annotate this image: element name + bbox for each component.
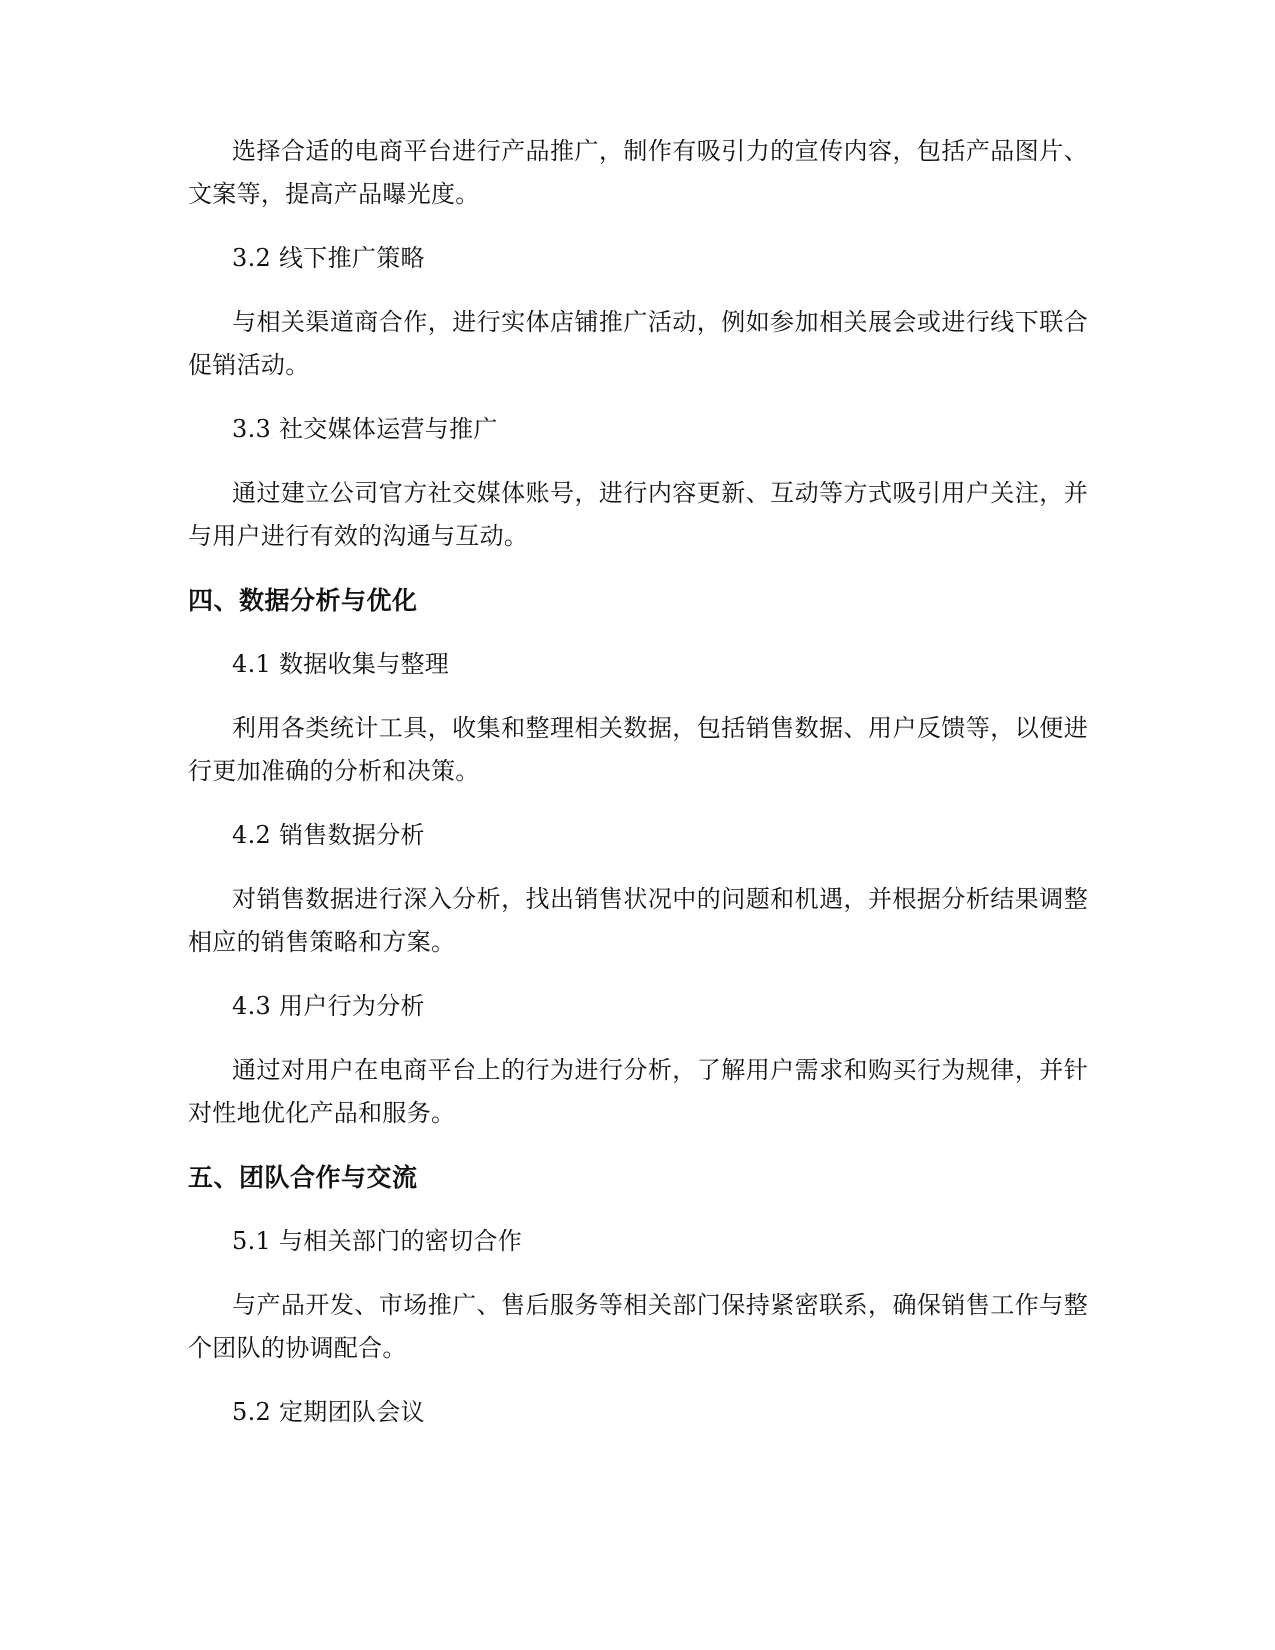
section-heading: 五、团队合作与交流	[188, 1163, 418, 1192]
subsection-title: 3.2 线下推广策略	[232, 244, 425, 272]
section-heading: 四、数据分析与优化	[188, 586, 418, 615]
subsection-title: 5.2 定期团队会议	[232, 1398, 425, 1426]
subsection-title: 5.1 与相关部门的密切合作	[232, 1227, 522, 1255]
paragraph: 利用各类统计工具，收集和整理相关数据，包括销售数据、用户反馈等，以便进行更加准确的分析和决策。	[188, 714, 1088, 785]
paragraph: 对销售数据进行深入分析，找出销售状况中的问题和机遇，并根据分析结果调整相应的销售策略和方案。	[188, 885, 1088, 956]
paragraph: 与相关渠道商合作，进行实体店铺推广活动，例如参加相关展会或进行线下联合促销活动。	[188, 308, 1088, 379]
subsection-title: 4.3 用户行为分析	[232, 992, 425, 1020]
subsection-title: 3.3 社交媒体运营与推广	[232, 415, 498, 443]
paragraph: 与产品开发、市场推广、售后服务等相关部门保持紧密联系，确保销售工作与整个团队的协调配合。	[188, 1291, 1088, 1362]
subsection-title: 4.1 数据收集与整理	[232, 650, 450, 678]
paragraph: 通过对用户在电商平台上的行为进行分析，了解用户需求和购买行为规律，并针对性地优化产品和服务。	[188, 1056, 1088, 1127]
paragraph: 通过建立公司官方社交媒体账号，进行内容更新、互动等方式吸引用户关注，并与用户进行有效的沟通与互动。	[188, 479, 1088, 550]
paragraph: 选择合适的电商平台进行产品推广，制作有吸引力的宣传内容，包括产品图片、文案等，提高产品曝光度。	[188, 137, 1088, 208]
document-page	[188, 130, 1088, 1455]
subsection-title: 4.2 销售数据分析	[232, 821, 425, 849]
